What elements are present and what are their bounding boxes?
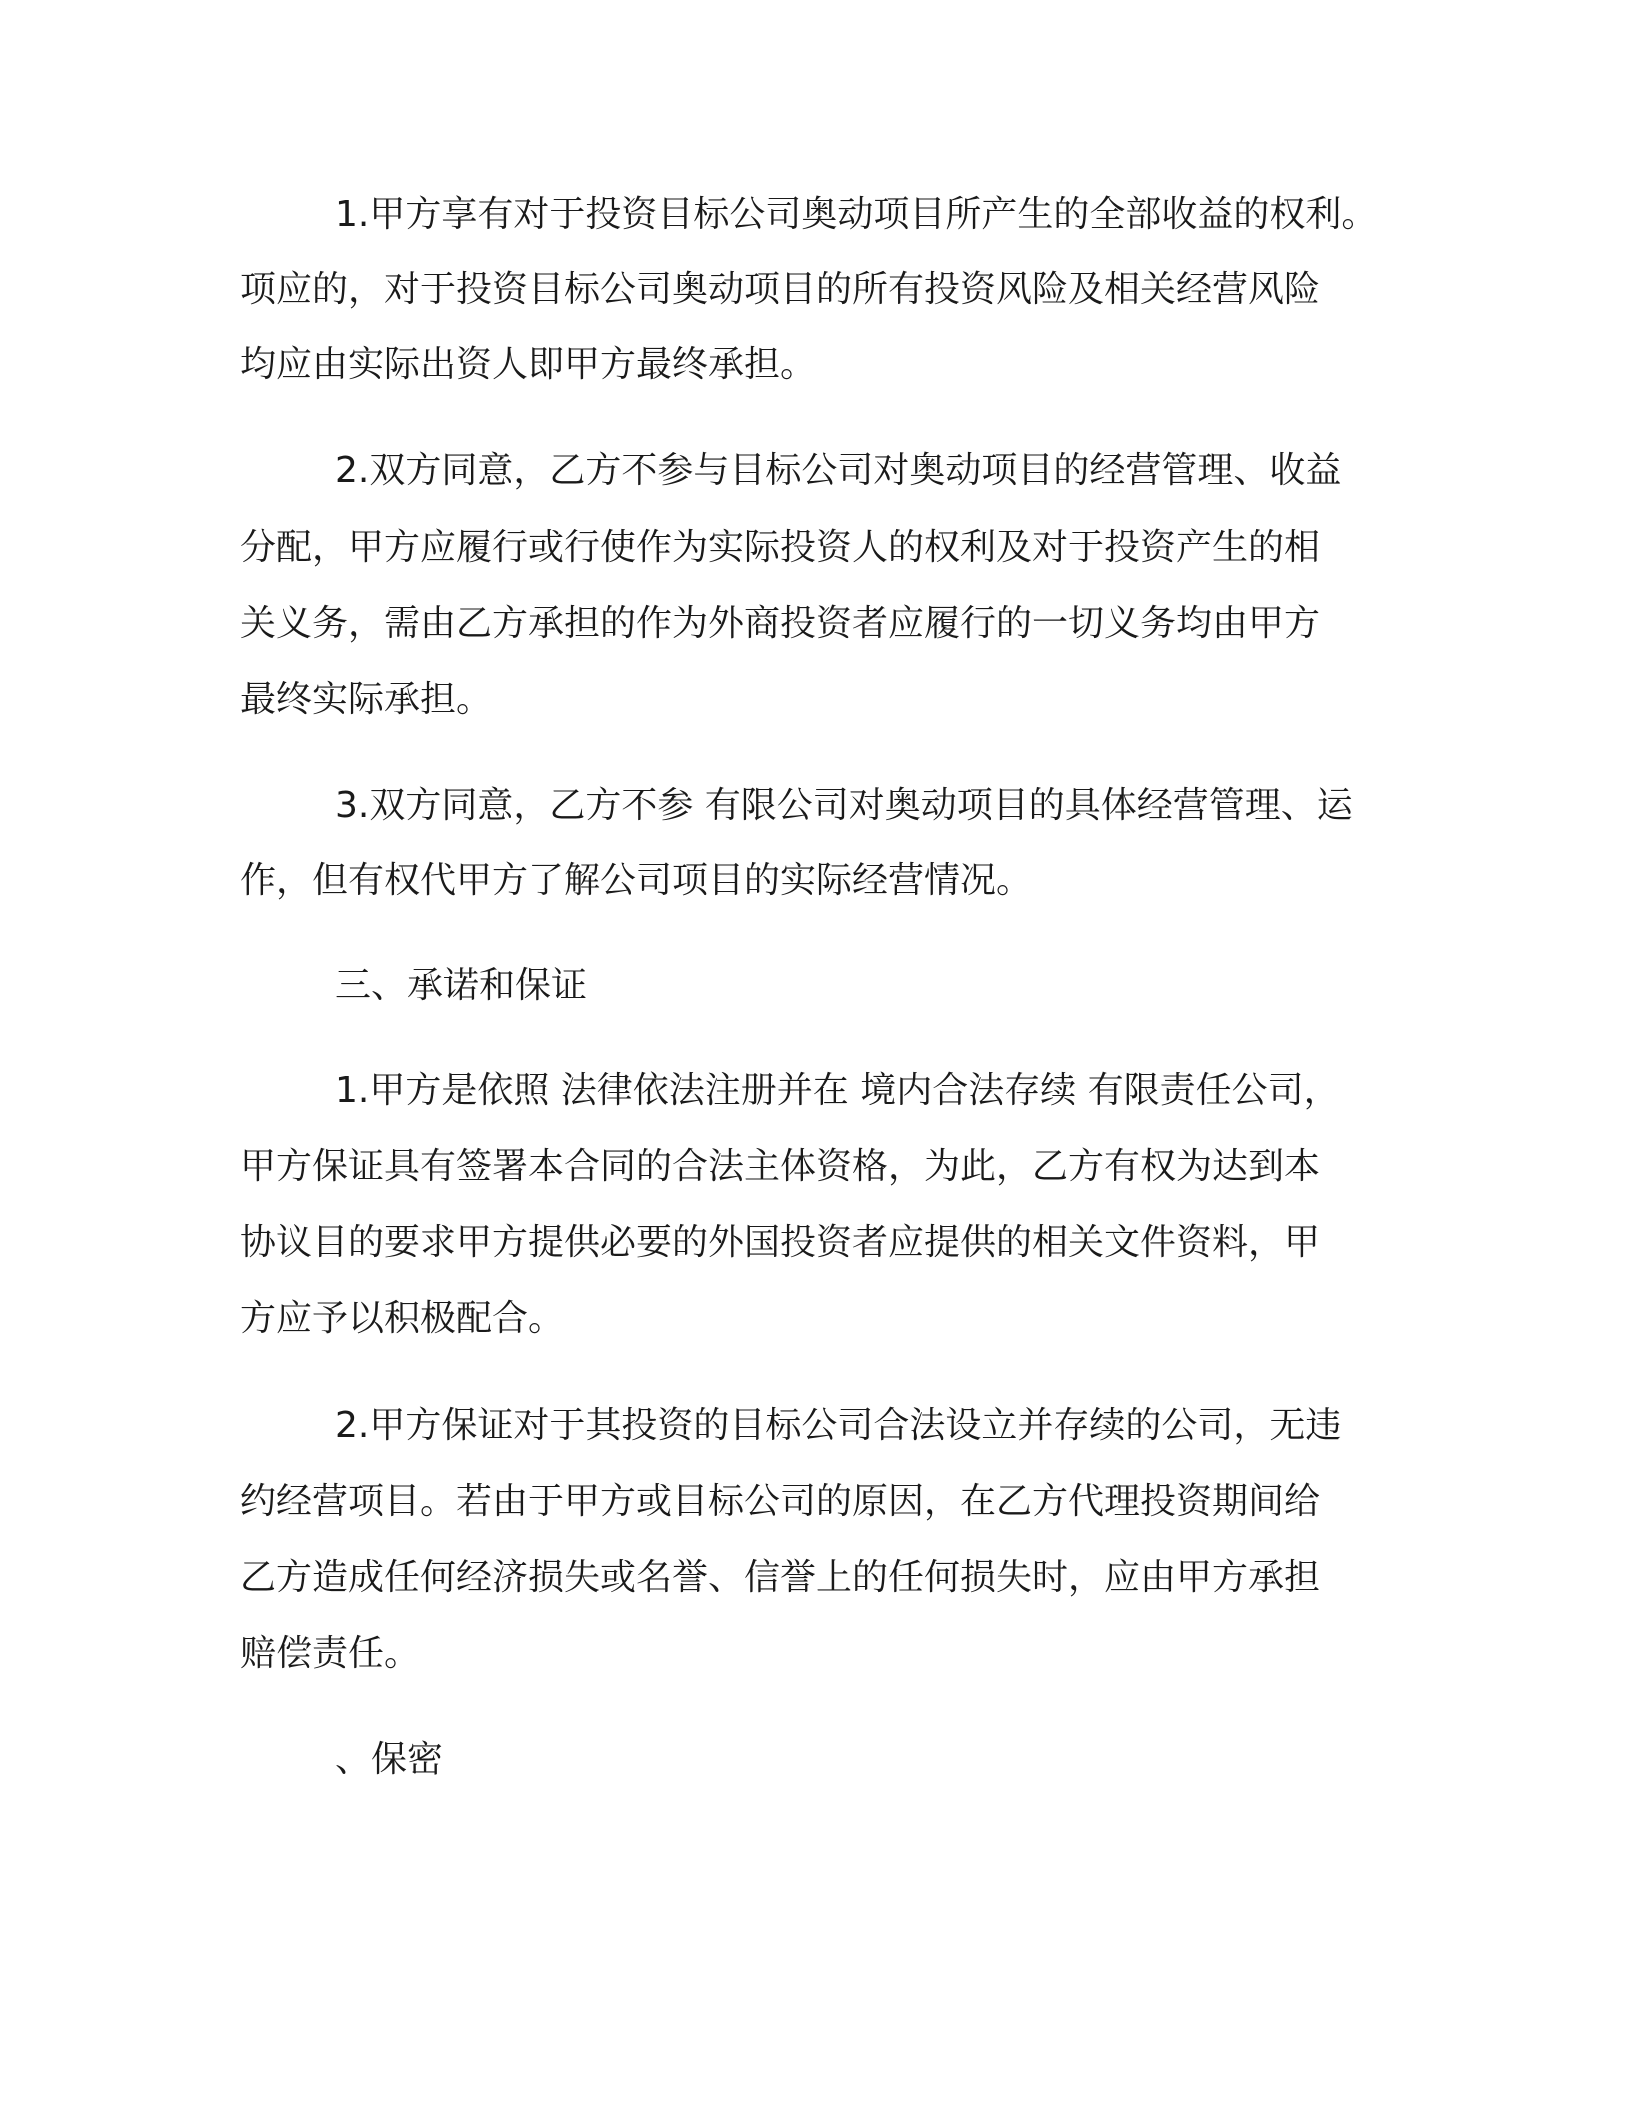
paragraph-line: 乙方造成任何经济损失或名誉、信誉上的任何损失时，应由甲方承担: [240, 1557, 1321, 1598]
paragraph-line: 1.甲方是依照 法律依法注册并在 境内合法存续 有限责任公司，: [335, 1070, 1340, 1111]
paragraph-line: 均应由实际出资人即甲方最终承担。: [240, 344, 817, 385]
paragraph-line: 2.双方同意，乙方不参与目标公司对奥动项目的经营管理、收益: [335, 450, 1342, 491]
section-heading: 、保密: [335, 1739, 444, 1780]
paragraph-line: 协议目的要求甲方提供必要的外国投资者应提供的相关文件资料，甲: [240, 1222, 1321, 1263]
paragraph-line: 项应的，对于投资目标公司奥动项目的所有投资风险及相关经营风险: [240, 269, 1321, 310]
paragraph-line: 作，但有权代甲方了解公司项目的实际经营情况。: [240, 860, 1033, 901]
paragraph-line: 分配，甲方应履行或行使作为实际投资人的权利及对于投资产生的相: [240, 527, 1321, 568]
paragraph-line: 最终实际承担。: [240, 679, 493, 720]
paragraph-line: 2.甲方保证对于其投资的目标公司合法设立并存续的公司，无违: [335, 1405, 1342, 1446]
paragraph-line: 3.双方同意，乙方不参 有限公司对奥动项目的具体经营管理、运: [335, 785, 1353, 826]
paragraph-line: 约经营项目。若由于甲方或目标公司的原因，在乙方代理投资期间给: [240, 1481, 1321, 1522]
paragraph-line: 赔偿责任。: [240, 1633, 421, 1674]
section-heading: 三、承诺和保证: [335, 965, 588, 1006]
paragraph-line: 甲方保证具有签署本合同的合法主体资格，为此，乙方有权为达到本: [240, 1146, 1321, 1187]
paragraph-line: 关义务，需由乙方承担的作为外商投资者应履行的一切义务均由甲方: [240, 603, 1321, 644]
paragraph-line: 方应予以积极配合。: [240, 1298, 565, 1339]
paragraph-line: 1.甲方享有对于投资目标公司奥动项目所产生的全部收益的权利。: [335, 194, 1378, 235]
